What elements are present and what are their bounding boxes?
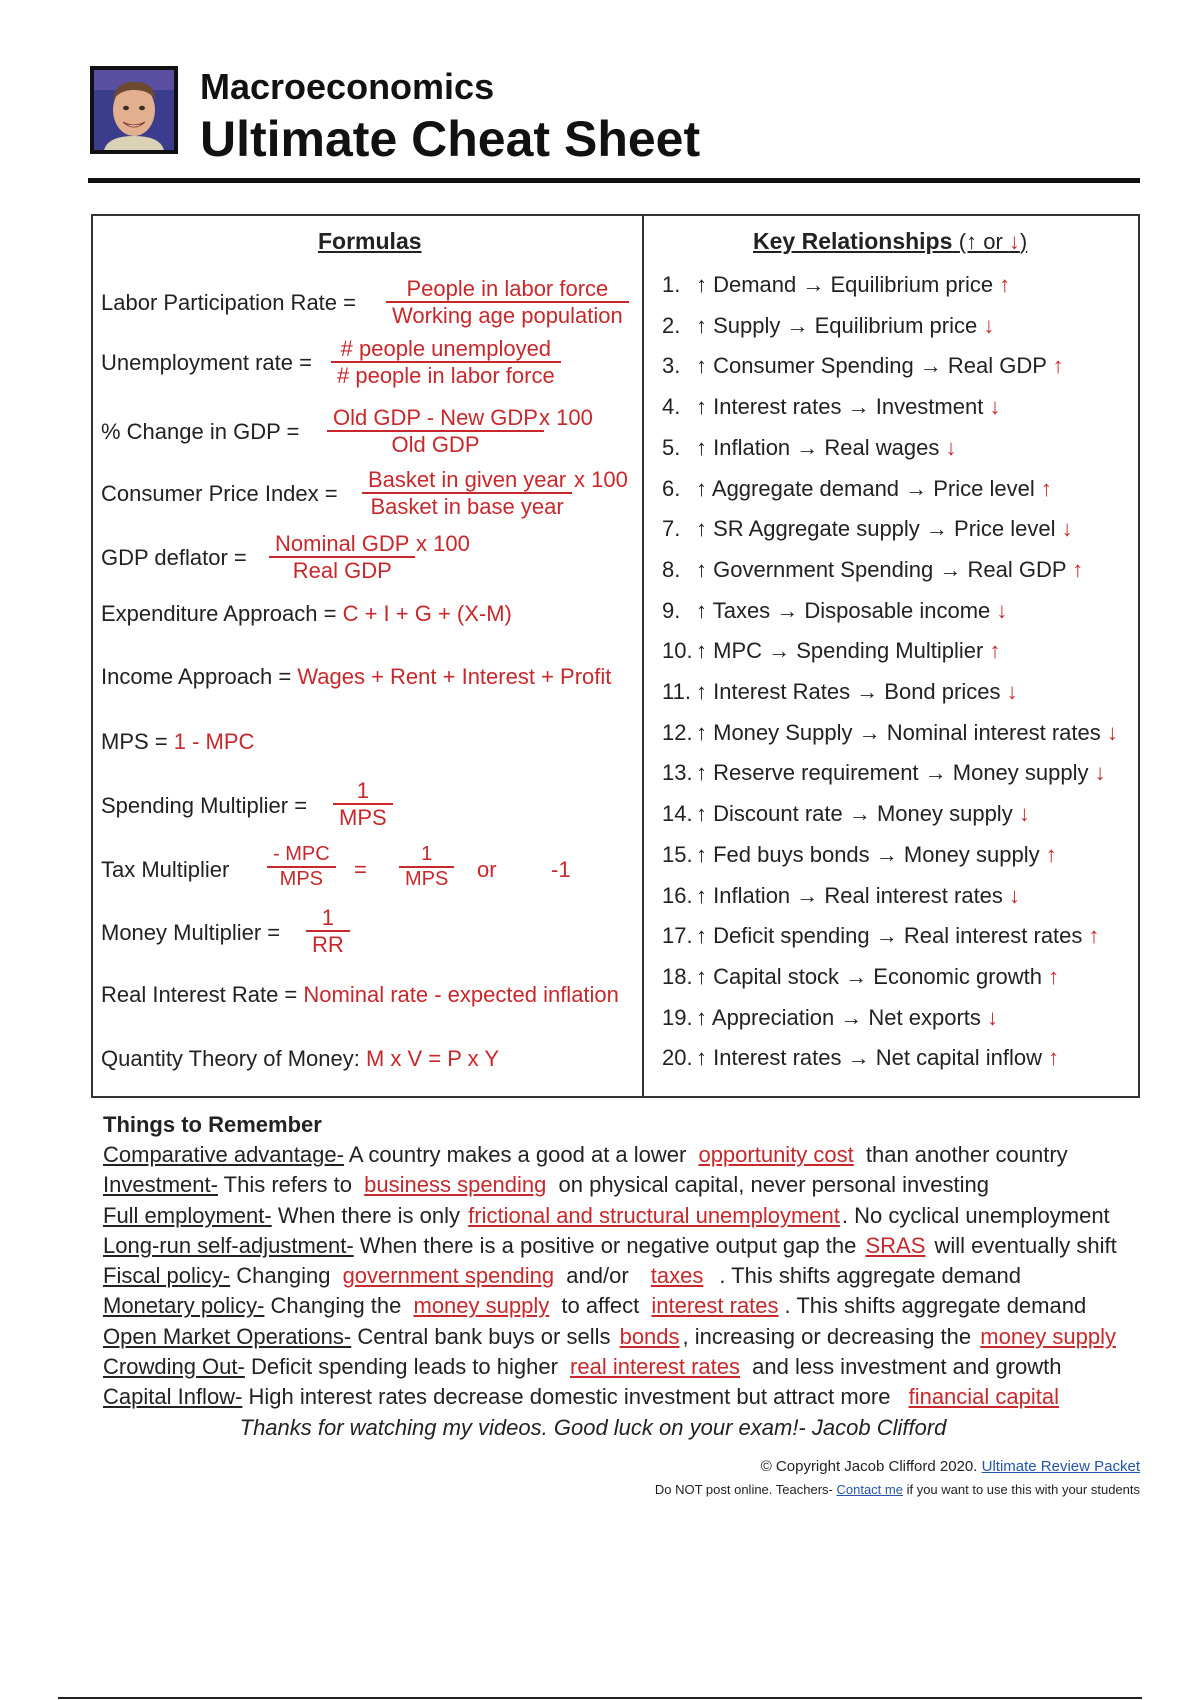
relationship-number: 17. [662, 923, 693, 949]
remember-line [103, 1322, 1143, 1352]
formula-fraction [306, 905, 350, 958]
remember-line [103, 1231, 1143, 1261]
relationship-text: ↑ Interest Rates → Bond prices [696, 679, 1001, 704]
relationship-text: ↑ Interest rates → Net capital inflow [696, 1045, 1043, 1071]
remember-term: Open Market Operations- [103, 1323, 352, 1349]
formula-label: Expenditure Approach = [101, 601, 337, 626]
remember-answer: taxes [650, 1263, 704, 1289]
copyright-line [761, 1458, 1140, 1475]
remember-text: will eventually shift [928, 1232, 1117, 1258]
remember-text: , increasing or decreasing the [682, 1323, 978, 1349]
formula-expenditure [101, 601, 636, 627]
denominator: # people in labor force [337, 363, 555, 389]
times-100: x 100 [574, 467, 628, 492]
contact-me-link[interactable]: Contact me [836, 1482, 903, 1497]
header-subtitle: Macroeconomics [200, 66, 495, 107]
remember-text: . This shifts aggregate demand [784, 1293, 1087, 1319]
relationship-number: 16. [662, 882, 693, 908]
relationship-number: 6. [662, 475, 681, 501]
up-arrow-icon: ↑ [989, 638, 1001, 664]
relationship-number: 13. [662, 760, 693, 786]
formula-label: Tax Multiplier [101, 857, 230, 882]
denominator: Working age population [392, 303, 623, 329]
remember-answer: real interest rates [570, 1354, 741, 1380]
copyright-text: © Copyright Jacob Clifford 2020. [760, 1458, 978, 1475]
down-arrow-icon: ↓ [1008, 229, 1020, 254]
numerator: 1 [399, 843, 454, 868]
remember-term: Long-run self-adjustment- [103, 1232, 354, 1258]
remember-text: than another country [859, 1142, 1068, 1167]
relationship-number: 19. [662, 1004, 693, 1030]
times-100: x 100 [539, 405, 593, 430]
relationship-text: ↑ Demand → Equilibrium price [696, 272, 994, 297]
formula-label: Consumer Price Index = [101, 481, 338, 506]
remember-answer: financial capital [908, 1384, 1060, 1410]
down-arrow-icon: ↓ [1094, 760, 1106, 786]
formula-value: C + I + G + (X-M) [342, 601, 512, 626]
relationship-text: ↑ Money Supply → Nominal interest rates [696, 719, 1101, 745]
relationship-item [662, 842, 1057, 868]
remember-text: Central bank buys or sells [351, 1323, 617, 1349]
down-arrow-icon: ↓ [945, 434, 957, 460]
remember-term: Crowding Out- [103, 1354, 245, 1380]
remember-text: This refers to [217, 1172, 359, 1198]
page-title: Ultimate Cheat Sheet [200, 111, 701, 167]
remember-line [103, 1140, 1143, 1170]
up-arrow-icon: ↑ [1072, 556, 1084, 582]
remember-line [103, 1291, 1143, 1321]
down-arrow-icon: ↓ [1018, 801, 1030, 827]
formula-real-interest [101, 982, 636, 1008]
alt-value: -1 [551, 857, 571, 882]
relationship-item [662, 557, 1083, 583]
numerator: - MPC [267, 843, 336, 868]
remember-text: A country makes a good at a lower [343, 1142, 693, 1167]
formula-label: MPS = [101, 729, 168, 754]
formula-label: Labor Participation Rate = [101, 290, 356, 315]
formula-value: Nominal rate - expected inflation [303, 982, 619, 1007]
remember-term: Comparative advantage- [103, 1142, 344, 1167]
down-arrow-icon: ↓ [996, 597, 1008, 623]
relationship-item [662, 313, 994, 339]
remember-term: Capital Inflow- [103, 1384, 243, 1410]
down-arrow-icon: ↓ [987, 1004, 999, 1030]
remember-answer: SRAS [865, 1232, 926, 1258]
remember-text: . No cyclical unemployment [841, 1202, 1110, 1228]
tax-fraction-2 [399, 843, 454, 891]
remember-line [103, 1352, 1143, 1382]
relationship-number: 3. [662, 353, 681, 379]
formula-fraction [269, 531, 415, 584]
header-divider [88, 178, 1140, 183]
notice-text: if you want to use this with your students [906, 1482, 1140, 1497]
relationship-number: 20. [662, 1045, 693, 1071]
down-arrow-icon: ↓ [1061, 516, 1073, 542]
relationship-item [662, 353, 1064, 379]
remember-answer: opportunity cost [698, 1142, 854, 1167]
remember-line [103, 1201, 1143, 1231]
bottom-divider [58, 1697, 1142, 1699]
thanks-note: Thanks for watching my videos. Good luck on your exam!- Jacob Clifford [239, 1414, 947, 1440]
remember-term: Full employment- [103, 1202, 272, 1228]
formulas-heading: Formulas [318, 228, 422, 254]
relationship-text: ↑ MPC → Spending Multiplier [696, 638, 984, 664]
denominator: Old GDP [391, 432, 480, 458]
numerator: 1 [333, 778, 393, 805]
usage-notice [655, 1482, 1140, 1497]
ultimate-review-packet-link[interactable]: Ultimate Review Packet [981, 1458, 1140, 1475]
remember-term: Monetary policy- [103, 1293, 265, 1319]
relationship-item [662, 435, 956, 461]
relationship-number: 9. [662, 597, 681, 623]
remember-text: and less investment and growth [746, 1354, 1062, 1380]
relationship-item [662, 598, 1007, 624]
formula-label: % Change in GDP = [101, 419, 300, 444]
column-divider [642, 214, 644, 1098]
relationship-text: ↑ Government Spending → Real GDP [696, 556, 1067, 582]
denominator: RR [312, 932, 344, 958]
formula-income [101, 664, 636, 690]
relationship-item [662, 476, 1052, 502]
notice-text: Do NOT post online. Teachers- [654, 1482, 833, 1497]
formula-fraction [362, 467, 572, 520]
or-text: or [477, 857, 497, 882]
relationship-text: ↑ Consumer Spending → Real GDP [696, 353, 1047, 379]
relationships-heading-text: Key Relationships [753, 228, 953, 254]
relationship-number: 7. [662, 516, 681, 542]
formula-label: Quantity Theory of Money: [101, 1046, 360, 1071]
relationship-item [662, 638, 1000, 664]
relationship-number: 4. [662, 394, 681, 420]
relationships-heading [753, 228, 1027, 255]
up-arrow-icon: ↑ [1088, 923, 1100, 949]
formula-value: Wages + Rent + Interest + Profit [297, 664, 612, 689]
relationship-text: ↑ Reserve requirement → Money supply [696, 760, 1089, 786]
formula-label: Real Interest Rate = [101, 982, 298, 1007]
remember-answer: business spending [364, 1172, 547, 1198]
relationship-text: ↑ Interest rates → Investment [696, 394, 984, 420]
remember-text: . This shifts aggregate demand [719, 1263, 1022, 1289]
remember-answer: money supply [980, 1323, 1117, 1349]
numerator: Basket in given year [362, 467, 572, 494]
remember-answer: government spending [342, 1263, 555, 1289]
author-photo-icon [94, 70, 174, 150]
remember-answer: frictional and structural unemployment [468, 1202, 840, 1228]
relationships-heading-note [959, 229, 1027, 254]
denominator: MPS [405, 868, 449, 890]
tax-fraction-1 [267, 843, 336, 891]
formula-fraction [333, 778, 393, 831]
down-arrow-icon: ↓ [1009, 882, 1021, 908]
remember-term: Fiscal policy- [103, 1263, 231, 1289]
down-arrow-icon: ↓ [989, 394, 1001, 420]
remember-text: When there is only [271, 1202, 467, 1228]
relationship-text: ↑ Supply → Equilibrium price [696, 312, 978, 338]
denominator: Real GDP [292, 558, 392, 584]
relationship-text: ↑ SR Aggregate supply → Price level [696, 516, 1056, 542]
numerator: Nominal GDP [269, 531, 415, 558]
remember-text: When there is a positive or negative output gap the [353, 1232, 863, 1258]
relationship-item [662, 760, 1106, 786]
relationship-item [662, 720, 1118, 746]
relationship-number: 14. [662, 801, 693, 827]
times-100: x 100 [416, 531, 470, 556]
up-arrow-icon: ↑ [1052, 353, 1064, 379]
formula-label: Unemployment rate = [101, 350, 312, 375]
formula-fraction [331, 336, 561, 389]
remember-answer: interest rates [651, 1293, 779, 1319]
relationship-number: 1. [662, 272, 681, 297]
relationship-text: ↑ Deficit spending → Real interest rates [696, 923, 1083, 949]
numerator: # people unemployed [331, 336, 561, 363]
remember-answer: bonds [619, 1323, 680, 1349]
relationship-number: 18. [662, 963, 693, 989]
remember-text: Changing [230, 1263, 337, 1289]
denominator: Basket in base year [370, 494, 564, 520]
remember-line [103, 1261, 1143, 1291]
relationship-item [662, 272, 1010, 298]
formula-quantity-theory [101, 1046, 636, 1072]
remember-text: Deficit spending leads to higher [244, 1354, 565, 1380]
remember-text: and/or [560, 1263, 635, 1289]
remember-text: to affect [555, 1293, 646, 1319]
relationship-text: ↑ Aggregate demand → Price level [696, 475, 1035, 501]
remember-line [103, 1382, 1143, 1412]
down-arrow-icon: ↓ [983, 312, 995, 338]
remember-line [103, 1170, 1143, 1200]
formula-mps [101, 729, 636, 755]
relationship-item [662, 1005, 998, 1031]
remember-title: Things to Remember [103, 1112, 322, 1137]
numerator: 1 [306, 905, 350, 932]
relationship-number: 15. [662, 841, 693, 867]
relationship-text: ↑ Inflation → Real interest rates [696, 882, 1003, 908]
relationship-item [662, 801, 1030, 827]
down-arrow-icon: ↓ [1006, 679, 1018, 704]
remember-answer: money supply [413, 1293, 550, 1319]
up-arrow-icon: ↑ [1048, 1045, 1060, 1071]
relationship-item [662, 394, 1000, 420]
up-arrow-icon: ↑ [1045, 841, 1057, 867]
relationship-number: 12. [662, 719, 693, 745]
relationship-number: 11. [662, 679, 691, 704]
relationship-item [662, 516, 1073, 542]
relationship-item [662, 679, 1018, 705]
relationship-item [662, 1045, 1059, 1071]
relationship-text: ↑ Appreciation → Net exports [696, 1004, 981, 1030]
relationship-text: ↑ Fed buys bonds → Money supply [696, 841, 1040, 867]
remember-term: Investment- [103, 1172, 218, 1198]
heading-note-close: ) [1019, 229, 1028, 254]
numerator: People in labor force [386, 276, 629, 303]
author-avatar [90, 66, 178, 154]
relationship-text: ↑ Capital stock → Economic growth [696, 963, 1043, 989]
formula-fraction [327, 405, 544, 458]
formula-fraction [386, 276, 629, 329]
relationship-number: 10. [662, 638, 693, 664]
formula-label: Money Multiplier = [101, 920, 281, 945]
relationship-number: 2. [662, 312, 681, 338]
up-arrow-icon: ↑ [1048, 963, 1060, 989]
relationship-number: 8. [662, 556, 681, 582]
up-arrow-icon: ↑ [1040, 475, 1052, 501]
formula-value: M x V = P x Y [365, 1046, 500, 1071]
relationship-number: 5. [662, 434, 681, 460]
remember-text: High interest rates decrease domestic investment but attract more [242, 1384, 897, 1410]
remember-text: Changing the [264, 1293, 408, 1319]
relationship-text: ↑ Inflation → Real wages [696, 434, 940, 460]
denominator: MPS [279, 868, 323, 890]
equals-sign: = [354, 857, 367, 882]
relationship-text: ↑ Taxes → Disposable income [696, 597, 991, 623]
denominator: MPS [339, 805, 387, 831]
formula-label: Income Approach = [101, 664, 292, 689]
formula-label: Spending Multiplier = [101, 793, 308, 818]
relationship-item [662, 923, 1100, 949]
heading-note-open: (↑ or [958, 229, 1009, 254]
down-arrow-icon: ↓ [1106, 719, 1118, 745]
formula-label: GDP deflator = [101, 545, 247, 570]
relationship-text: ↑ Discount rate → Money supply [696, 801, 1013, 827]
relationship-item [662, 883, 1020, 909]
up-arrow-icon: ↑ [999, 272, 1011, 297]
numerator: Old GDP - New GDP [327, 405, 544, 432]
formula-value: 1 - MPC [173, 729, 255, 754]
relationship-item [662, 964, 1059, 990]
things-to-remember [103, 1112, 1143, 1443]
remember-text: on physical capital, never personal investing [552, 1172, 989, 1198]
